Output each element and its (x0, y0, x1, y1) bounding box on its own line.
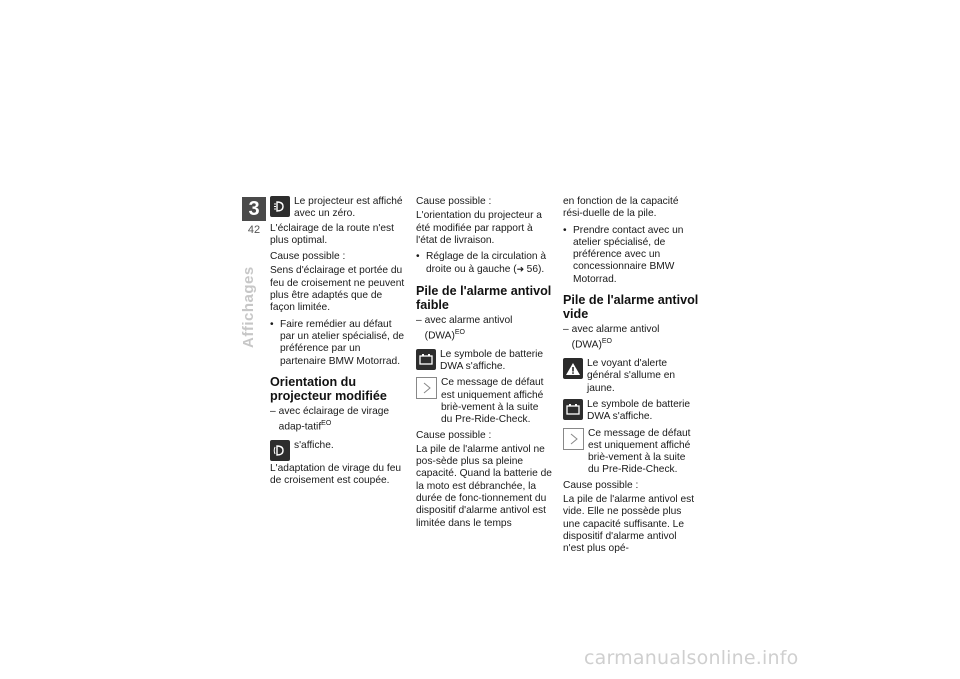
dwa-battery-icon (416, 349, 436, 370)
icon-text: s'affiche. (294, 439, 334, 451)
bullet-text: Prendre contact avec un atelier spécialisé, de préférence avec un concessionnaire BMW Motorrad. (573, 224, 684, 285)
dash-item (416, 315, 552, 343)
bullet-icon: • (270, 318, 274, 330)
watermark: carmanualsonline.info (584, 647, 799, 669)
cause-label: Cause possible : (270, 251, 346, 263)
headlight-curve-icon (270, 440, 290, 461)
paragraph: L'adaptation de virage du feu de croisement est coupée. (270, 462, 402, 487)
icon-row (270, 440, 406, 461)
icon-text: Le symbole de batterie DWA s'affiche. (440, 348, 544, 373)
eo-mark: EO (454, 329, 465, 337)
heading: Orientation du projecteur modifiée (270, 374, 387, 403)
page-number: 42 (247, 224, 261, 236)
paragraph: L'orientation du projecteur a été modifiée par rapport à l'état de livraison. (416, 210, 542, 246)
dash-item (563, 324, 699, 352)
dash-icon: – (563, 324, 569, 336)
icon-row (563, 358, 699, 395)
column-1 (270, 196, 406, 491)
dwa-battery-icon (563, 399, 583, 420)
dash-icon: – (416, 314, 422, 326)
play-outline-icon (416, 377, 437, 399)
dash-text: avec alarme antivol (DWA) (424, 314, 513, 342)
paragraph: en fonction de la capacité rési-duelle de la pile. (563, 196, 679, 220)
heading: Pile de l'alarme antivol vide (563, 293, 699, 322)
cause-label: Cause possible : (416, 196, 492, 207)
icon-text: Le projecteur est affiché avec un zéro. (294, 196, 403, 220)
icon-text: Le voyant d'alerte général s'allume en jaune. (587, 358, 676, 394)
chapter-tab (242, 197, 266, 236)
arrow-icon: ➜ (516, 264, 527, 275)
headlight-icon (270, 196, 290, 217)
dash-icon: – (270, 405, 276, 417)
paragraph: La pile de l'alarme antivol est vide. Elle ne possède plus une capacité suffisante. Le dispositif d'alarme antivol n'est plus opé- (563, 494, 695, 555)
paragraph: L'éclairage de la route n'est plus optimal. (270, 222, 394, 246)
eo-mark: EO (601, 338, 612, 346)
bullet-item (563, 225, 699, 286)
icon-text: Le symbole de batterie DWA s'affiche. (587, 398, 691, 423)
play-outline-icon (563, 428, 584, 450)
bullet-text: Faire remédier au défaut par un atelier spécialisé, de préférence par un partenaire BMW Motorrad. (280, 318, 405, 367)
dash-text: avec éclairage de virage adap-tatif (278, 405, 390, 433)
chapter-number: 3 (242, 197, 266, 221)
icon-row (416, 349, 552, 374)
bullet-text: Réglage de la circulation à droite ou à gauche ( (426, 251, 547, 276)
dash-item (270, 406, 406, 434)
heading: Pile de l'alarme antivol faible (416, 283, 552, 312)
dash-text: avec alarme antivol (DWA) (571, 324, 660, 351)
icon-row (270, 196, 406, 221)
warning-triangle-icon (563, 358, 583, 379)
icon-row (563, 399, 699, 424)
column-2 (416, 196, 552, 534)
icon-text: Ce message de défaut est uniquement affiché briè-vement à la suite du Pre-Ride-Check. (588, 427, 691, 476)
paragraph: La pile de l'alarme antivol ne pos-sède plus sa pleine capacité. Quand la batterie de la moto est débranchée, la durée de fonc-tionnement du dispositif d'alarme antivol est limitée dans le temps (416, 443, 552, 529)
cause-label: Cause possible : (416, 429, 492, 441)
bullet-ref: 56). (526, 264, 545, 276)
section-title: Affichages (240, 266, 257, 348)
bullet-item (416, 251, 552, 277)
icon-row (563, 428, 699, 477)
eo-mark: EO (321, 420, 332, 428)
paragraph: Sens d'éclairage et portée du feu de croisement ne peuvent plus être adaptés que de façon limitée. (270, 265, 405, 314)
bullet-icon: • (563, 224, 567, 236)
icon-text: Ce message de défaut est uniquement affiché briè-vement à la suite du Pre-Ride-Check. (441, 377, 544, 426)
bullet-icon: • (416, 251, 420, 263)
bullet-item (270, 319, 406, 368)
cause-label: Cause possible : (563, 479, 639, 491)
column-3 (563, 196, 699, 560)
icon-row (416, 377, 552, 426)
